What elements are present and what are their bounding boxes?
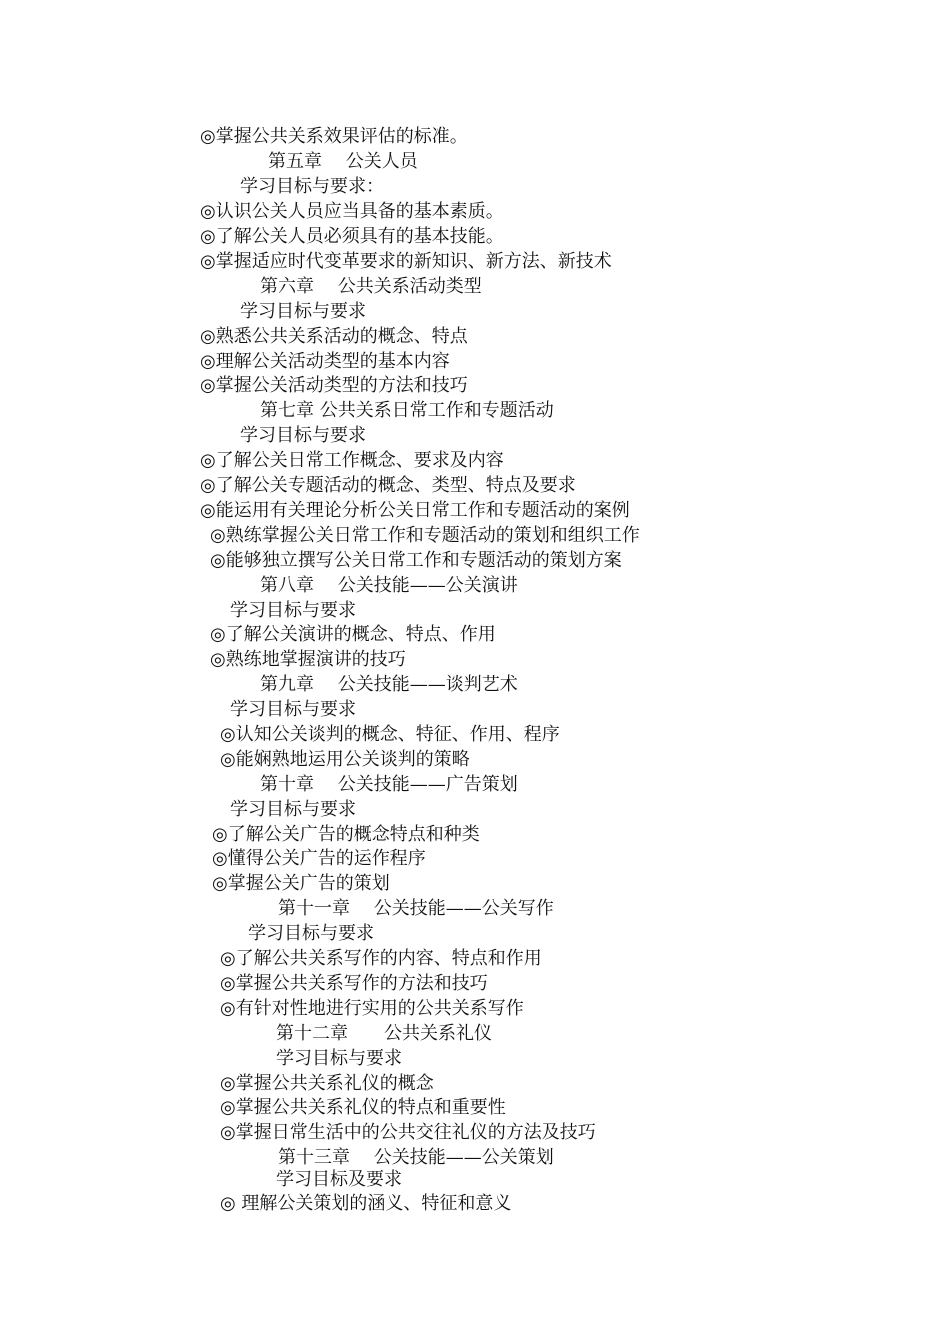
objective-line: ◎熟练地掌握演讲的技巧 xyxy=(210,649,406,670)
objective-line: ◎了解公关人员必须具有的基本技能。 xyxy=(200,226,504,247)
objective-line: ◎了解公关日常工作概念、要求及内容 xyxy=(200,450,504,471)
subheading: 学习目标与要求 xyxy=(276,1048,402,1069)
subheading: 学习目标与要求： xyxy=(240,176,384,197)
chapter-heading: 第八章 公关技能——公关演讲 xyxy=(260,575,518,596)
objective-line: ◎掌握公共关系礼仪的概念 xyxy=(220,1073,434,1094)
objective-line: ◎认知公关谈判的概念、特征、作用、程序 xyxy=(220,724,560,745)
objective-line: ◎掌握公共关系写作的方法和技巧 xyxy=(220,973,488,994)
chapter-heading: 第十二章 公共关系礼仪 xyxy=(276,1023,492,1044)
objective-line: ◎能娴熟地运用公关谈判的策略 xyxy=(220,749,470,770)
objective-line: ◎有针对性地进行实用的公共关系写作 xyxy=(220,998,524,1019)
objective-line: ◎了解公关广告的概念特点和种类 xyxy=(212,824,480,845)
objective-line: ◎掌握适应时代变革要求的新知识、新方法、新技术 xyxy=(200,251,612,272)
chapter-heading: 第十一章 公关技能——公关写作 xyxy=(278,898,554,919)
objective-line: ◎熟练掌握公关日常工作和专题活动的策划和组织工作 xyxy=(210,525,640,546)
objective-line: ◎认识公关人员应当具备的基本素质。 xyxy=(200,201,504,222)
objective-line: ◎ 理解公关策划的涵义、特征和意义 xyxy=(220,1193,512,1214)
chapter-heading: 第十章 公关技能——广告策划 xyxy=(260,774,518,795)
subheading: 学习目标与要求 xyxy=(230,699,356,720)
objective-line: ◎掌握公共关系效果评估的标准。 xyxy=(200,126,468,147)
objective-line: ◎掌握日常生活中的公共交往礼仪的方法及技巧 xyxy=(220,1122,596,1143)
objective-line: ◎了解公共关系写作的内容、特点和作用 xyxy=(220,948,542,969)
objective-line: ◎了解公关专题活动的概念、类型、特点及要求 xyxy=(200,475,576,496)
chapter-heading: 第六章 公共关系活动类型 xyxy=(260,276,482,297)
subheading: 学习目标与要求 xyxy=(230,600,356,621)
subheading: 学习目标与要求 xyxy=(230,799,356,820)
objective-line: ◎熟悉公共关系活动的概念、特点 xyxy=(200,326,468,347)
chapter-heading: 第十三章 公关技能——公关策划 xyxy=(278,1147,554,1168)
subheading: 学习目标与要求 xyxy=(248,923,374,944)
objective-line: ◎能运用有关理论分析公关日常工作和专题活动的案例 xyxy=(200,500,630,521)
subheading: 学习目标与要求 xyxy=(240,301,366,322)
subheading: 学习目标及要求 xyxy=(276,1169,402,1190)
chapter-heading: 第九章 公关技能——谈判艺术 xyxy=(260,674,518,695)
chapter-heading: 第七章 公共关系日常工作和专题活动 xyxy=(260,400,554,421)
objective-line: ◎掌握公共关系礼仪的特点和重要性 xyxy=(220,1097,506,1118)
objective-line: ◎懂得公关广告的运作程序 xyxy=(212,848,426,869)
objective-line: ◎能够独立撰写公关日常工作和专题活动的策划方案 xyxy=(210,550,622,571)
objective-line: ◎掌握公关广告的策划 xyxy=(212,873,390,894)
subheading: 学习目标与要求 xyxy=(240,425,366,446)
chapter-heading: 第五章 公关人员 xyxy=(268,151,418,172)
objective-line: ◎掌握公关活动类型的方法和技巧 xyxy=(200,375,468,396)
objective-line: ◎理解公关活动类型的基本内容 xyxy=(200,351,450,372)
objective-line: ◎了解公关演讲的概念、特点、作用 xyxy=(210,624,496,645)
